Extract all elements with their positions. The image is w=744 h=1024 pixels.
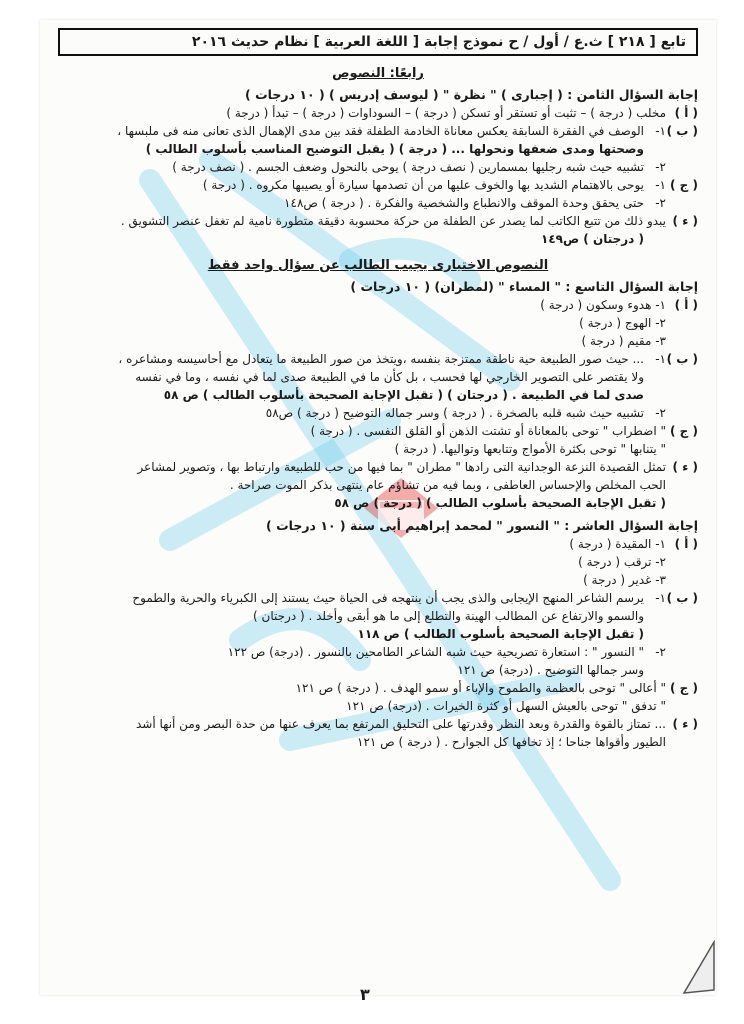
answer-row <box>58 423 698 440</box>
answer-text: والسمو والارتفاع عن المطالب الهينة والتطلع إلى ما هو أبقى وأخلد . ( درجتان ) <box>253 609 644 623</box>
answer-row <box>58 680 698 697</box>
part-label: ( ب ) <box>666 352 698 366</box>
answer-text: يرسم الشاعر المنهج الإيجابى والذى يجب أن ينتهجه فى الحياة حيث يستند إلى الكبرياء والحرية والطموح <box>132 591 644 605</box>
answer-row <box>58 554 698 571</box>
answer-text: " اضطراب " توحى بالمعاناة أو تشتت الذهن أو القلق النفسى . ( درجة ) <box>310 424 666 438</box>
answer-text: يوحى بالاهتمام الشديد بها والخوف عليها من أن تصدمها سيارة أو يصيبها مكروه . ( درجة ) <box>202 178 644 192</box>
answer-continuation <box>58 495 698 512</box>
answer-row <box>58 441 698 458</box>
answer-text: ٣- غدير ( درجة ) <box>583 573 666 587</box>
part-label: ( ء ) <box>672 460 698 474</box>
answer-continuation <box>58 662 698 679</box>
item-number: ٢- <box>655 406 666 420</box>
answer-row <box>58 315 698 332</box>
page-number: ٣ <box>360 985 370 1004</box>
part-label: ( ب ) <box>666 591 698 605</box>
answer-text: ( تقبل الإجابة الصحيحة بأسلوب الطالب ) ص ١١٨ <box>357 627 644 641</box>
part-label: ( أ ) <box>674 537 698 551</box>
item-number: ٢- <box>655 160 666 174</box>
answer-row <box>58 123 698 140</box>
answer-text: صدى لما في الطبيعة . ( درجتان ) ( تقبل الإجابة الصحيحة بأسلوب الطالب ) ص ٥٨ <box>163 388 644 402</box>
answer-continuation <box>58 734 698 751</box>
answer-row <box>58 351 698 368</box>
answer-continuation <box>58 387 698 404</box>
answer-continuation <box>58 626 698 643</box>
answer-text: ... تمتاز بالقوة والقدرة وبعد النظر وقدرتها على التحليق المرتفع بما يعرف عنها من حدة البصر ومن أنها أشد <box>136 717 666 731</box>
answer-text: الطيور وأقواها جناحا ؛ إذ تخافها كل الجوارح . ( درجة ) ص ١٢١ <box>357 735 666 749</box>
answer-text: ولا يقتصر على التصوير الخارجي لها فحسب ، بل كأن ما في الطبيعة صدى لما في نفسه ، وما في نفسه <box>135 370 644 384</box>
answer-text: " يتنابها " توحى بكثرة الأمواج وتتابعها وتواليها. ( درجة ) <box>394 442 666 456</box>
question-heading: إجابة السؤال الثامن : ( إجبارى ) " نظرة " ( ليوسف إدريس ) ( ١٠ درجات ) <box>245 87 698 102</box>
answer-text: ( تقبل الإجابة الصحيحة بأسلوب الطالب ) ( درجة ) ص ٥٨ <box>334 496 666 510</box>
answer-text: حتى يحقق وحدة الموقف والانطباع والشخصية والفكرة . ( درجة ) ص١٤٨ <box>284 196 644 210</box>
answer-continuation <box>58 231 698 248</box>
answer-row <box>58 459 698 476</box>
answer-text: يبدو ذلك من تتبع الكاتب لما يصدر عن الطفلة من حركة محسوبة دقيقة متطورة نامية لم تغفل عنصر التشويق . <box>120 214 666 228</box>
item-number: ٢- <box>655 645 666 659</box>
part-label: ( ب ) <box>666 124 698 138</box>
answer-row <box>58 333 698 350</box>
answer-text: ( درجتان ) ص١٤٩ <box>541 232 644 246</box>
answer-row <box>58 405 698 422</box>
answer-continuation <box>58 477 698 494</box>
item-number: ١- <box>655 124 666 138</box>
folded-corner <box>680 940 716 995</box>
answer-row <box>58 590 698 607</box>
answer-row <box>58 536 698 553</box>
answer-text: وسر جمالها التوضيح . (درجة) ص ١٢١ <box>457 663 644 677</box>
part-label: ( ج ) <box>670 424 698 438</box>
answer-row <box>58 105 698 122</box>
optional-section-title: النصوص الاختيارى يجيب الطالب عن سؤال واحد فقط <box>207 258 549 273</box>
answer-text: تمثل القصيدة النزعة الوجدانية التى رادها " مطران " بما فيها من حب للطبيعة وارتباط بها ، وتصوير لمشاعر <box>137 460 666 474</box>
answer-continuation <box>58 369 698 386</box>
answer-text: ... حيث صور الطبيعة حية ناطقة ممتزجة بنفسه ،ويتخذ من صور الطبيعة ما يتعادل مع أحاسيسه ومشاعره ، <box>118 352 644 366</box>
answer-row <box>58 213 698 230</box>
answer-text: الحب المخلص والإحساس العاطفى ، وبما فيه من تشاؤم عام ينتهى بذكر الموت صراحة . <box>229 478 666 492</box>
answer-text: ١- المقيدة ( درجة ) <box>569 537 666 551</box>
item-number: ١- <box>655 352 666 366</box>
question-heading: إجابة السؤال التاسع : " المساء " (لمطران) ( ١٠ درجات ) <box>350 279 698 294</box>
answer-row <box>58 572 698 589</box>
answer-text: " النسور " : استعارة تصريحية حيث شبه الشاعر الطامحين بالنسور . (درجة) ص ١٢٢ <box>227 645 644 659</box>
exam-header: تابع [ ٢١٨ ] ث.ع / أول / ح نموذج إجابة [ اللغة العربية ] نظام حديث ٢٠١٦ <box>58 28 698 56</box>
answer-text: الوصف في الفقرة السابقة يعكس معاناة الخادمة الطفلة فقد بين مدى الإهمال الذى تعانى منه فى ملبسها ، <box>117 124 644 138</box>
answer-text: وصحتها ومدى ضعفها ونحولها ... ( درجة ) ( يقبل التوضيح المناسب بأسلوب الطالب ) <box>145 142 644 156</box>
part-label: ( أ ) <box>674 106 698 120</box>
answer-row <box>58 716 698 733</box>
part-label: ( ء ) <box>672 717 698 731</box>
answer-text: ٢- ترقب ( درجة ) <box>578 555 666 569</box>
answer-text: مخلب ( درجة ) – تثبت أو تستقر أو تسكن ( درجة ) – السوداوات ( درجة ) – تبدأ ( درجة ) <box>226 106 666 120</box>
answer-text: تشبيه حيث شبه قلبه بالصخرة . ( درجة ) وسر جماله التوضيح ( درجة ) ص٥٨ <box>265 406 644 420</box>
item-number: ١- <box>655 591 666 605</box>
section-title: رابعًا: النصوص <box>332 66 424 81</box>
answer-continuation <box>58 608 698 625</box>
item-number: ١- <box>655 178 666 192</box>
answer-row <box>58 698 698 715</box>
answer-text: " تدفق " توحى بالعيش السهل أو كثرة الخيرات . (درجة) ص ١٢١ <box>346 699 666 713</box>
item-number: ٢- <box>655 196 666 210</box>
answer-row <box>58 177 698 194</box>
part-label: ( ج ) <box>670 178 698 192</box>
question-heading: إجابة السؤال العاشر : " النسور " لمحمد إبراهيم أبى سنة ( ١٠ درجات ) <box>266 518 698 533</box>
answer-text: ٢- الهوج ( درجة ) <box>579 316 666 330</box>
part-label: ( أ ) <box>674 298 698 312</box>
answer-text: ٣- مقيم ( درجة ) <box>581 334 666 348</box>
answer-continuation <box>58 141 698 158</box>
answer-row <box>58 159 698 176</box>
answer-row <box>58 195 698 212</box>
part-label: ( ج ) <box>670 681 698 695</box>
answer-text: " أعالى " توحى بالعظمة والطموح والإباء أو سمو الهدف . ( درجة ) ص ١٢١ <box>295 681 666 695</box>
answer-row <box>58 644 698 661</box>
answer-text: ١- هدوء وسكون ( درجة ) <box>540 298 666 312</box>
answer-text: تشبيه حيث شبه رجليها بمسمارين ( نصف درجة ) يوحى بالنحول وضعف الجسم . ( نصف درجة ) <box>172 160 644 174</box>
part-label: ( ء ) <box>672 214 698 228</box>
answer-row <box>58 297 698 314</box>
